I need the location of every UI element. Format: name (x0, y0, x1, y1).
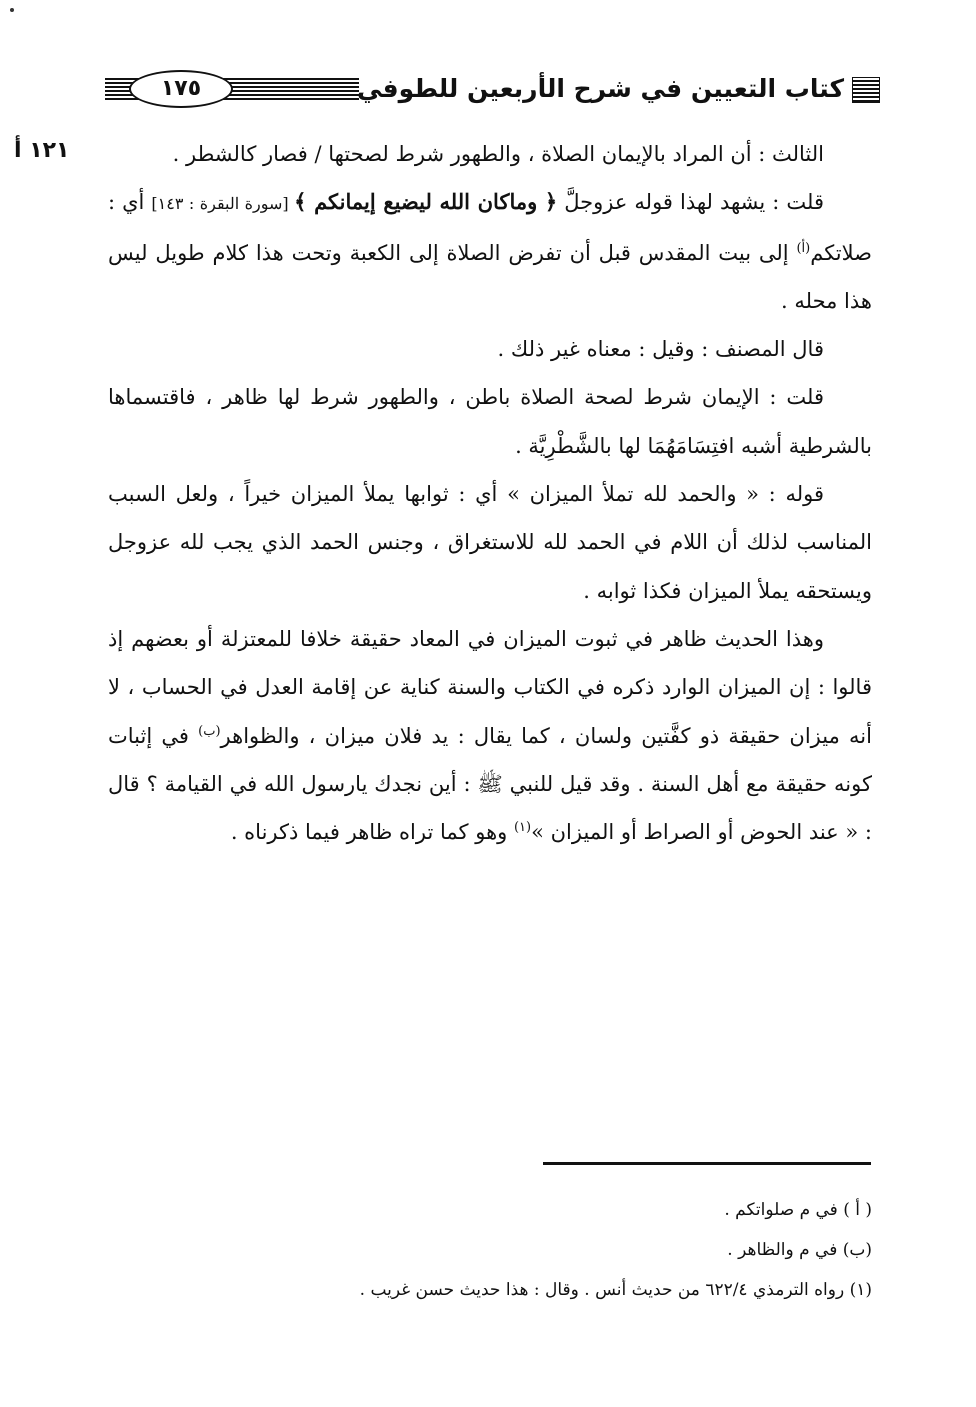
footnotes (120, 1196, 872, 1316)
paragraph (108, 615, 872, 856)
text-run: قلت : الإيمان شرط لصحة الصلاة باطن ، والطهور شرط لها ظاهر ، فاقتسماها بالشرطية أشبه افتِسَامَهُمَا لها بالشَّطْرِيَّة . (108, 385, 872, 458)
book-title: كتاب التعيين في شرح الأربعين للطوفي (357, 74, 844, 103)
footnote: (ب) في م والظاهر . (727, 1240, 872, 1260)
footnote-ref: (ب) (198, 723, 221, 739)
page-number: ١٧٥ (129, 70, 233, 108)
text-run: أي : صلاتكم (108, 190, 872, 265)
manuscript-folio-note: ١٢١ أ (14, 138, 70, 163)
paragraph (108, 373, 872, 470)
paragraph (108, 130, 872, 178)
text-run: وهو كما تراه ظاهر فيما ذكرناه . (230, 820, 514, 845)
footnote-ref: (أ) (796, 240, 811, 256)
paragraph (108, 325, 872, 373)
text-run: قال المصنف : وقيل : معناه غير ذلك . (497, 337, 824, 362)
text-run: قلت : يشهد لهذا قوله عزوجلَّ (557, 190, 825, 215)
text-run: إلى بيت المقدس قبل أن تفرض الصلاة إلى الكعبة وتحت هذا كلام طويل ليس هذا محله . (108, 240, 872, 313)
footnote: ( أ ) في م صلواتكم . (724, 1200, 872, 1220)
text-run: الثالث : أن المراد بالإيمان الصلاة ، والطهور شرط لصحتها / فصار كالشطر . (172, 142, 824, 166)
running-header (105, 66, 880, 116)
footnote: (١) رواه الترمذي ٦٢٢/٤ من حديث أنس . وقال : هذا حديث حسن غريب . (359, 1280, 872, 1300)
main-text (108, 130, 872, 856)
paragraph (108, 178, 872, 325)
quran-citation: [سورة البقرة : ١٤٣] (151, 194, 295, 214)
text-run: قوله : « والحمد لله تملأ الميزان » أي : ثوابها يملأ الميزان خيراً ، ولعل السبب المناسب لذلك أن اللام في الحمد لله للاستغراق ، وجنس الحمد الذي يجب لله عزوجل ويستحقه يملأ الميزان فكذا ثوابه . (108, 482, 872, 603)
scan-speck (10, 8, 14, 12)
footnote-separator (543, 1162, 871, 1165)
text-run: وهذا الحديث ظاهر في ثبوت الميزان في المعاد حقيقة خلافا للمعتزلة أو بعضهم إذ قالوا : إن الميزان الوارد ذكره في الكتاب والسنة كناية عن إقامة العدل في الحساب ، لا أنه ميزان حقيقة ذو كفَّتين ولسان ، كما يقال : يد فلان ميزان ، والظواهر (108, 626, 872, 748)
paragraph (108, 470, 872, 615)
text-run: في إثبات كونه حقيقة مع أهل السنة . وقد قيل للنبي ﷺ : أين نجدك يارسول الله في القيامة ؟ قال : « عند الحوض أو الصراط أو الميزان » (108, 723, 872, 845)
footnote-ref: (١) (513, 820, 532, 836)
quran-verse: ﴿ وماكان الله ليضيع إيمانكم ﴾ (294, 189, 558, 215)
header-ornament-mark (852, 77, 880, 103)
